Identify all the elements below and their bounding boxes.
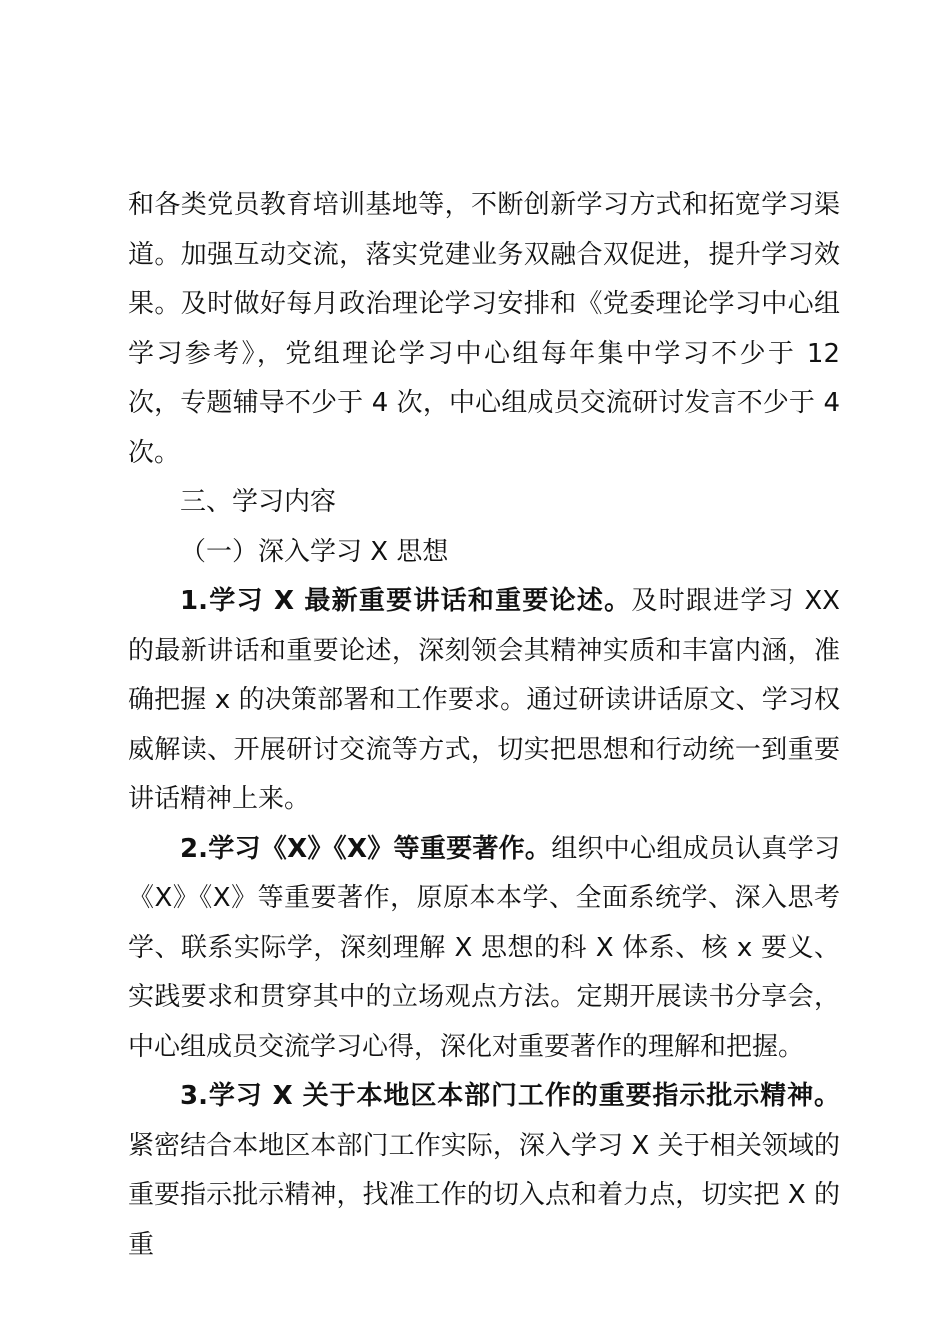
list-item-1 bbox=[128, 577, 840, 825]
subsection-heading: （一）深入学习 X 思想 bbox=[180, 536, 449, 567]
paragraph-study-methods: 和各类党员教育培训基地等，不断创新学习方式和拓宽学习渠道。加强互动交流，落实党建业务双融合双促进，提升学习效果。及时做好每月政治理论学习安排和《党委理论学习中心组学习参考》，党组理论学习中心组每年集中学习不少于 12 次，专题辅导不少于 4 次，中心组成员交流研讨发言不少于 4 次。 bbox=[128, 190, 840, 468]
section-heading: 三、学习内容 bbox=[180, 487, 337, 517]
document-body bbox=[128, 181, 840, 1270]
list-item-3-body: 紧密结合本地区本部门工作实际，深入学习 X 关于相关领域的重要指示批示精神，找准工作的切入点和着力点，切实把 X 的重 bbox=[128, 1130, 840, 1260]
list-item-2-body: 组织中心组成员认真学习《X》《X》等重要著作，原原本本学、全面系统学、深入思考学、联系实际学，深刻理解 X 思想的科 X 体系、核 x 要义、实践要求和贯穿其中的立场观点方法。定期开展读书分享会，中心组成员交流学习心得，深化对重要著作的理解和把握。 bbox=[128, 833, 840, 1062]
list-item-1-body: 及时跟进学习 XX 的最新讲话和重要论述，深刻领会其精神实质和丰富内涵，准确把握 x 的决策部署和工作要求。通过研读讲话原文、学习权威解读、开展研讨交流等方式，切实把思想和行动统一到重要讲话精神上来。 bbox=[128, 586, 840, 814]
list-item-3 bbox=[128, 1072, 840, 1270]
list-item-1-title: 1.学习 X 最新重要讲话和重要论述。 bbox=[180, 586, 632, 616]
list-item-2-title: 2.学习《X》《X》等重要著作。 bbox=[180, 833, 552, 864]
list-item-3-title: 3.学习 X 关于本地区本部门工作的重要指示批示精神。 bbox=[180, 1081, 840, 1111]
list-item-2 bbox=[128, 825, 840, 1073]
